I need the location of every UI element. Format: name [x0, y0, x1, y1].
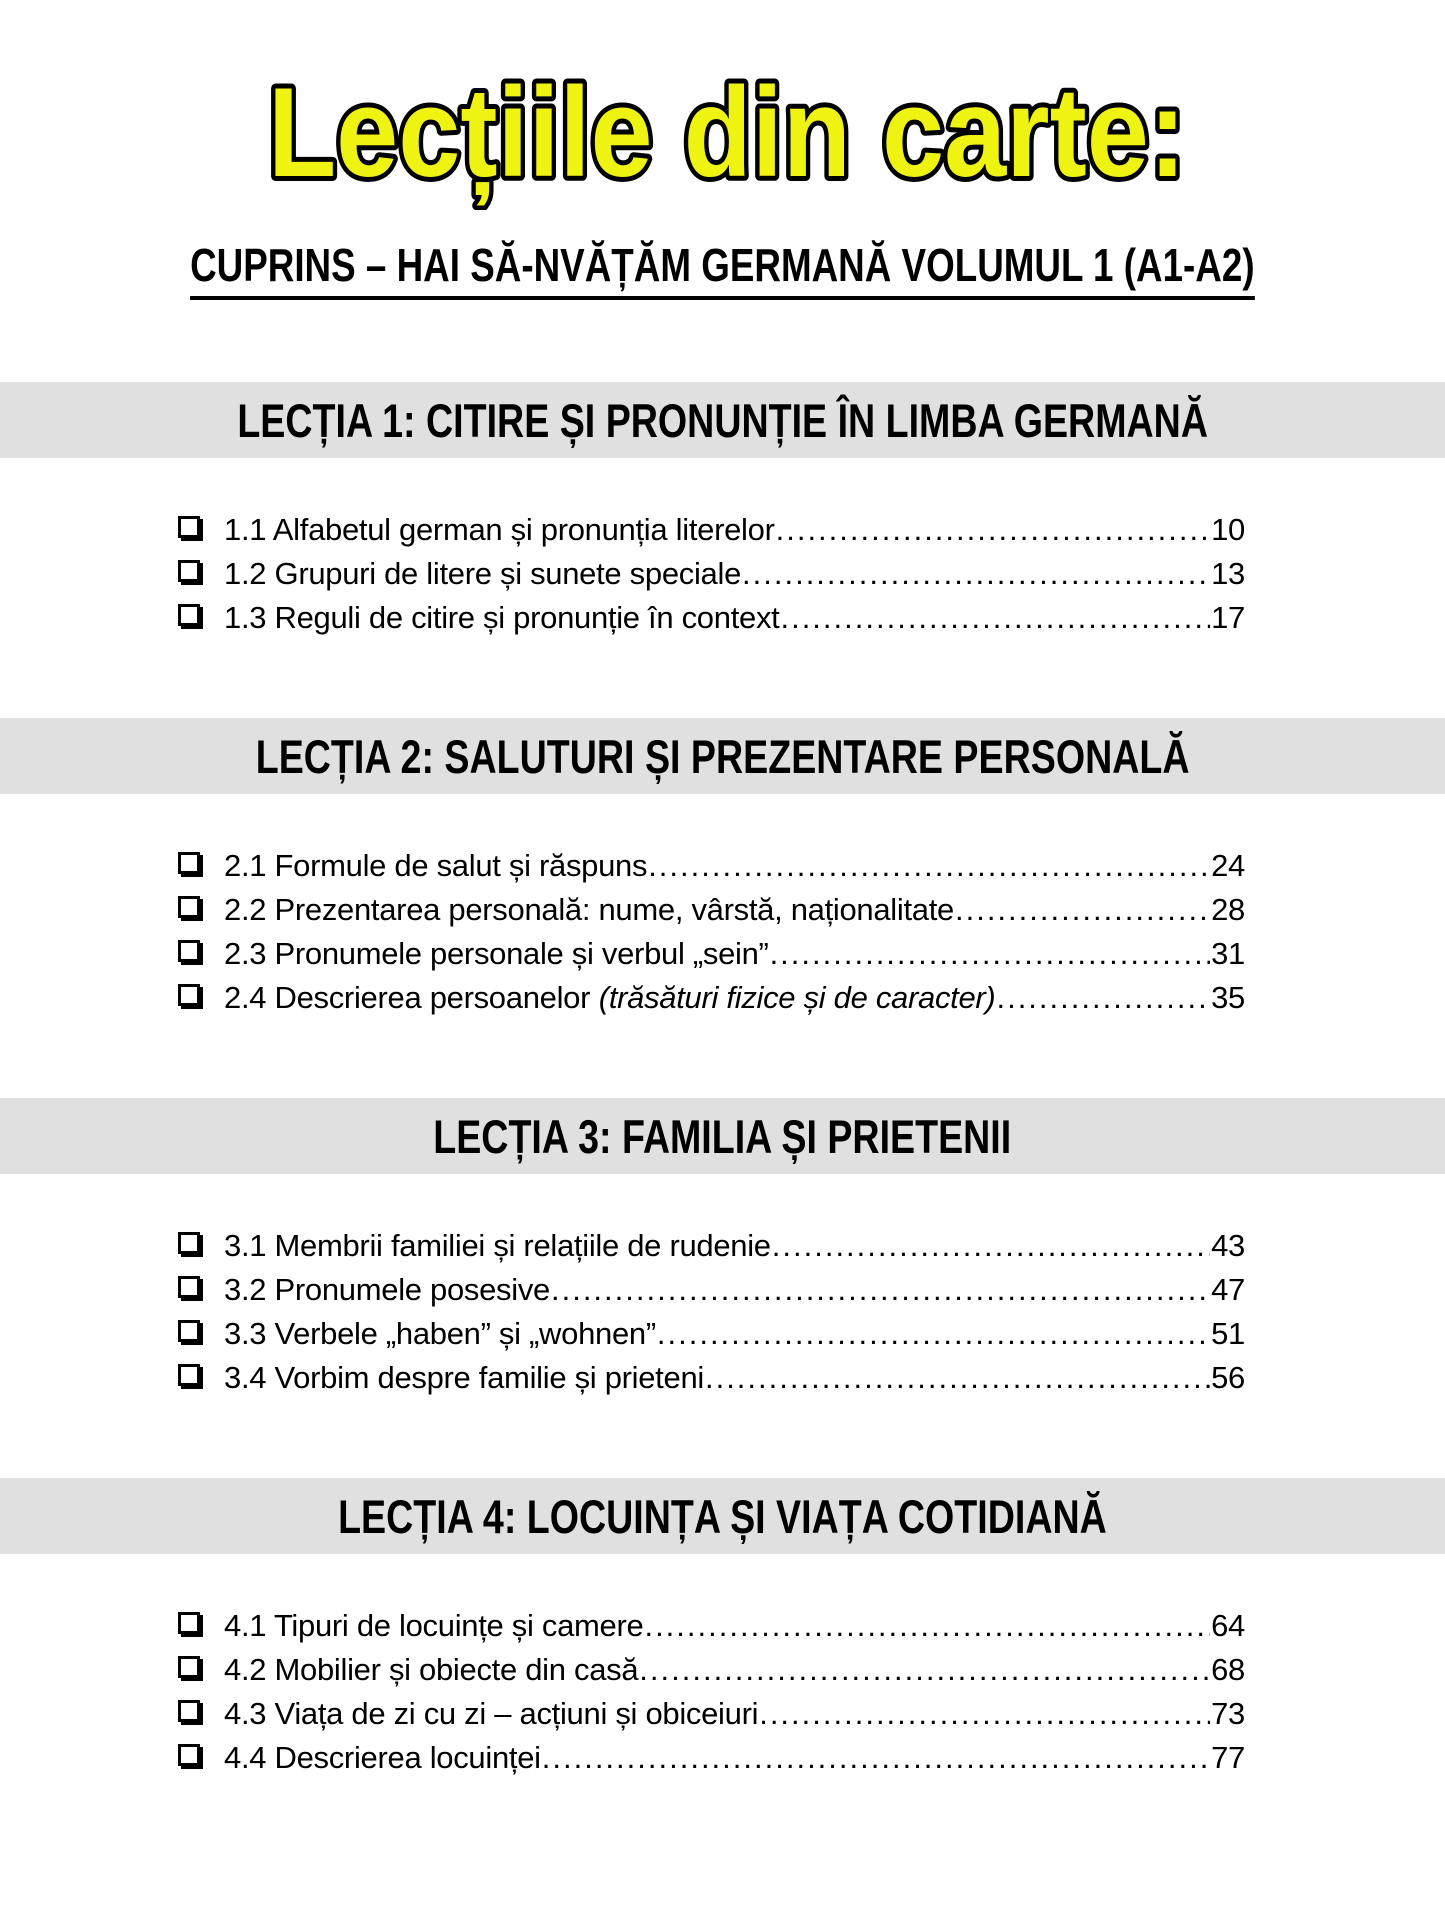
sections — [0, 382, 1445, 1780]
shadowed-checkbox-square-icon — [178, 984, 200, 1006]
toc-item — [178, 932, 1245, 976]
section-banner — [0, 718, 1445, 794]
toc-item-text: 3.1 Membrii familiei și relațiile de rudenie — [224, 1228, 771, 1263]
lesson-section — [0, 718, 1445, 1020]
toc-item — [178, 1224, 1245, 1268]
toc-item-text: 1.3 Reguli de citire și pronunție în context — [224, 600, 780, 635]
toc-item-text: 1.1 Alfabetul german și pronunția literelor — [224, 512, 775, 547]
toc-item-italic: (trăsături fizice și de caracter) — [598, 980, 996, 1015]
toc-item-text: 2.1 Formule de salut și răspuns — [224, 848, 648, 883]
shadowed-checkbox-square-icon — [178, 560, 200, 582]
toc-item — [178, 1356, 1245, 1400]
toc-list — [0, 1604, 1445, 1780]
toc-leader-dots — [551, 1268, 1210, 1312]
toc-item-text: 4.4 Descrierea locuinței — [224, 1740, 541, 1775]
lesson-section — [0, 1478, 1445, 1780]
contents-heading — [0, 238, 1445, 300]
toc-item — [178, 1312, 1245, 1356]
toc-item-page: 68 — [1211, 1652, 1245, 1687]
toc-leader-dots — [780, 596, 1210, 640]
toc-item-text: 2.3 Pronumele personale și verbul „sein” — [224, 936, 769, 971]
toc-item-page: 47 — [1211, 1272, 1245, 1307]
toc-item-page: 24 — [1211, 848, 1245, 883]
toc-item-text: 2.4 Descrierea persoanelor — [224, 980, 591, 1015]
shadowed-checkbox-square-icon — [178, 896, 200, 918]
shadowed-checkbox-square-icon — [178, 852, 200, 874]
toc-list — [0, 508, 1445, 640]
shadowed-checkbox-square-icon — [178, 604, 200, 626]
toc-item — [178, 1648, 1245, 1692]
shadowed-checkbox-square-icon — [178, 1320, 200, 1342]
toc-item — [178, 552, 1245, 596]
toc-item — [178, 888, 1245, 932]
toc-item-page: 56 — [1211, 1360, 1245, 1395]
toc-leader-dots — [772, 1224, 1210, 1268]
toc-leader-dots — [776, 508, 1211, 552]
shadowed-checkbox-square-icon — [178, 1276, 200, 1298]
shadowed-checkbox-square-icon — [178, 940, 200, 962]
toc-item — [178, 844, 1245, 888]
toc-list — [0, 1224, 1445, 1400]
toc-item — [178, 508, 1245, 552]
shadowed-checkbox-square-icon — [178, 1744, 200, 1766]
toc-item-text: 3.2 Pronumele posesive — [224, 1272, 550, 1307]
toc-item-page: 10 — [1211, 512, 1245, 547]
section-heading-text: LECȚIA 1: CITIRE ȘI PRONUNȚIE ÎN LIMBA GERMANĂ — [237, 393, 1208, 447]
toc-leader-dots — [648, 844, 1210, 888]
section-banner — [0, 1478, 1445, 1554]
toc-item — [178, 1268, 1245, 1312]
shadowed-checkbox-square-icon — [178, 1612, 200, 1634]
contents-heading-text: CUPRINS – HAI SĂ-NVĂȚĂM GERMANĂ VOLUMUL 1 (A1-A2) — [190, 238, 1255, 300]
toc-leader-dots — [542, 1736, 1210, 1780]
toc-item-page: 28 — [1211, 892, 1245, 927]
toc-leader-dots — [742, 552, 1210, 596]
shadowed-checkbox-square-icon — [178, 1232, 200, 1254]
toc-item-page: 73 — [1211, 1696, 1245, 1731]
toc-item-text: 4.3 Viața de zi cu zi – acțiuni și obiceiuri — [224, 1696, 759, 1731]
shadowed-checkbox-square-icon — [178, 1700, 200, 1722]
toc-item-page: 64 — [1211, 1608, 1245, 1643]
toc-item-page: 13 — [1211, 556, 1245, 591]
toc-leader-dots — [644, 1604, 1210, 1648]
toc-item-text: 3.3 Verbele „haben” și „wohnen” — [224, 1316, 656, 1351]
toc-item-text: 3.4 Vorbim despre familie și prieteni — [224, 1360, 704, 1395]
toc-item-text: 4.2 Mobilier și obiecte din casă — [224, 1652, 639, 1687]
section-banner — [0, 382, 1445, 458]
toc-leader-dots — [657, 1312, 1210, 1356]
toc-item-text: 1.2 Grupuri de litere și sunete speciale — [224, 556, 742, 591]
toc-list — [0, 844, 1445, 1020]
toc-leader-dots — [996, 976, 1210, 1020]
wordart-title-svg — [0, 38, 1445, 210]
toc-item — [178, 1692, 1245, 1736]
toc-item-page: 31 — [1211, 936, 1245, 971]
wordart-title — [0, 38, 1445, 210]
toc-item — [178, 1604, 1245, 1648]
lesson-section — [0, 382, 1445, 640]
toc-item-page: 17 — [1211, 600, 1245, 635]
page-title: Lecțiile din carte: — [268, 61, 1313, 203]
toc-item-page: 51 — [1211, 1316, 1245, 1351]
toc-item-page: 35 — [1211, 980, 1245, 1015]
section-heading-text: LECȚIA 3: FAMILIA ȘI PRIETENII — [433, 1109, 1012, 1163]
lesson-section — [0, 1098, 1445, 1400]
toc-item-page: 43 — [1211, 1228, 1245, 1263]
toc-leader-dots — [705, 1356, 1210, 1400]
toc-item — [178, 1736, 1245, 1780]
shadowed-checkbox-square-icon — [178, 1364, 200, 1386]
section-heading-text: LECȚIA 2: SALUTURI ȘI PREZENTARE PERSONALĂ — [255, 729, 1190, 783]
toc-item-text: 4.1 Tipuri de locuințe și camere — [224, 1608, 644, 1643]
toc-leader-dots — [770, 932, 1211, 976]
toc-item-text: 2.2 Prezentarea personală: nume, vârstă, naționalitate — [224, 892, 954, 927]
shadowed-checkbox-square-icon — [178, 1656, 200, 1678]
toc-item — [178, 596, 1245, 640]
toc-leader-dots — [639, 1648, 1210, 1692]
toc-leader-dots — [955, 888, 1210, 932]
shadowed-checkbox-square-icon — [178, 516, 200, 538]
section-heading-text: LECȚIA 4: LOCUINȚA ȘI VIAȚA COTIDIANĂ — [338, 1489, 1107, 1543]
toc-leader-dots — [759, 1692, 1210, 1736]
toc-item — [178, 976, 1245, 1020]
section-banner — [0, 1098, 1445, 1174]
toc-item-page: 77 — [1211, 1740, 1245, 1775]
